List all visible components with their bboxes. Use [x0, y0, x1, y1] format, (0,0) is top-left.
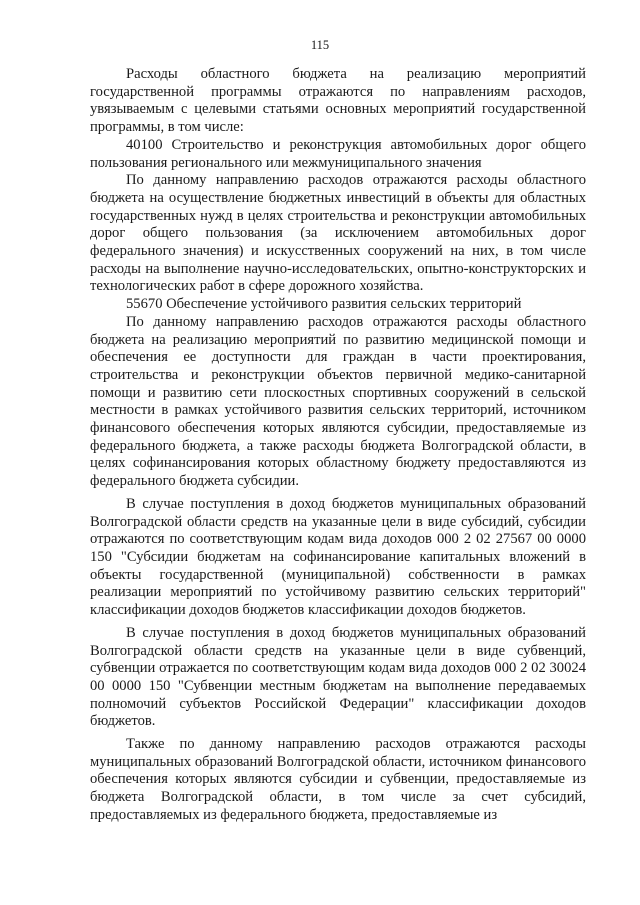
page-number: 115	[310, 38, 330, 52]
paragraph-subsidies: В случае поступления в доход бюджетов муниципальных образований Волгоградской области средств на указанные цели в виде субсидий, субсидии отражаются по соответствующим кодам вида доходов 000 2 02 27567 00 0000 150 "Субсидии бюджетам на софинансирование капитальных вложений в объекты государственной (муниципальной) собственности в рамках реализации мероприятий по устойчивому развитию сельских территорий" классификации доходов бюджетов классификации доходов бюджетов.	[90, 495, 586, 619]
paragraph-55670-description: По данному направлению расходов отражаются расходы областного бюджета на реализацию мероприятий по развитию медицинской помощи и обеспечения ее доступности для граждан в части проектирования, строительства и реконструкции объектов первичной медико-санитарной помощи и развитию сети плоскостных спортивных сооружений в сельской местности в рамках устойчивого развития сельских территорий, источником финансового обеспечения которых являются субсидии, предоставляемые из федерального бюджета, а также расходы бюджета Волгоградской области, в целях софинансирования которых областному бюджету предоставляются из федерального бюджета субсидии.	[90, 313, 586, 490]
paragraph-intro: Расходы областного бюджета на реализацию мероприятий государственной программы отражаются по направлениям расходов, увязываемым с целевыми статьями основных мероприятий государственной программы, в том числе:	[90, 66, 586, 136]
document-body	[90, 66, 586, 825]
paragraph-municipal-expenses: Также по данному направлению расходов отражаются расходы муниципальных образований Волгоградской области, источником финансового обеспечения которых являются субсидии и субвенции, предоставляемые из бюджета Волгоградской области, в том числе за счет субсидий, предоставляемых из федерального бюджета, предоставляемые из	[90, 736, 586, 823]
paragraph-subventions: В случае поступления в доход бюджетов муниципальных образований Волгоградской области средств на указанные цели в виде субвенций, субвенции отражается по соответствующим кодам вида доходов 000 2 02 30024 00 0000 150 "Субвенции местным бюджетам на выполнение передаваемых полномочий субъектов Российской Федерации" классификации доходов бюджетов.	[90, 624, 586, 730]
paragraph-40100-description: По данному направлению расходов отражаются расходы областного бюджета на осуществление бюджетных инвестиций в объекты для областных государственных нужд в целях строительства и реконструкции автомобильных дорог общего пользования (за исключением автомобильных дорог федерального значения) и искусственных сооружений на них, в том числе расходы на выполнение научно-исследовательских, опытно-конструкторских и технологических работ в сфере дорожного хозяйства.	[90, 172, 586, 295]
heading-55670: 55670 Обеспечение устойчивого развития сельских территорий	[126, 296, 522, 313]
heading-40100: 40100 Строительство и реконструкция автомобильных дорог общего пользования регионального или межмуниципального значения	[90, 136, 586, 171]
